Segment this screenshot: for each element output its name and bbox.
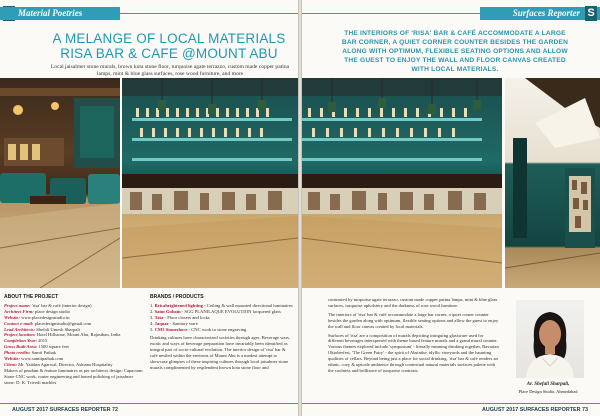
corner-counter-photo [505, 78, 600, 288]
about-value: 'risa' bar & café (interior design) [31, 302, 92, 308]
about-value: Hotel Hillstone, Mount Abu, Rajasthan, India [36, 332, 121, 338]
about-key: Client: [4, 361, 18, 367]
brand-number: 4. [150, 320, 154, 326]
about-key: Architect Firm: [4, 308, 34, 314]
body-paragraph-2: The interiors of 'risa' bar & café accommodate a large bar corner, a quiet corner counter besides the garden along with optimum, flexible seating options and allow the guest to enjoy the wall and floor canvas created by local materials. [328, 311, 499, 329]
brand-name: CM3 Stoneshoce [154, 326, 188, 332]
right-footer [302, 403, 600, 416]
about-list [4, 303, 144, 368]
bar-counter-photo-right [302, 78, 502, 288]
brand-number: 1. [150, 302, 154, 308]
architect-name: Ar. Shefali Sharpali, [526, 382, 570, 387]
architect-portrait [516, 300, 584, 378]
brand-description: - Ceiling & wall mounted directional luminaires [202, 302, 293, 308]
about-heading: ABOUT THE PROJECT [4, 294, 59, 300]
brands-and-body [150, 295, 294, 371]
lounge-seating-photo [0, 78, 120, 288]
brand-name: Bricabrightened lighting [154, 302, 203, 308]
brand-number: 5. [150, 326, 154, 332]
about-value: placedesignstudio@gmail.com [34, 320, 92, 326]
about-value: www.placedesignstudio.in [21, 314, 70, 320]
brand-name: Jaquar [154, 320, 169, 326]
magazine-label: Surfaces Reporter [480, 7, 600, 20]
brand-description: - SGG PLANILAQUE EVOLUTION lacquered glass [180, 308, 281, 314]
right-body [328, 297, 500, 374]
about-extra: Makers of pendant & feature luminaires as per architects design: Capacium Stone CNC work, router engineering and honed polishing of jaisalmer stone: D. K. Trivedi marbles [4, 367, 143, 385]
section-label: Material Poetries [0, 7, 120, 20]
about-value: Samit Pathak [31, 350, 56, 356]
about-key: Project location: [4, 332, 36, 338]
magazine-logo-icon-right: S [585, 6, 597, 21]
about-value: 2015 [38, 338, 48, 344]
brand-description: - CNC work to stone engraving [187, 326, 247, 332]
header-rule-right [302, 13, 480, 14]
folio-right: AUGUST 2017 SURFACES REPORTER 73 [481, 407, 588, 413]
brand-description: - Sanitary ware [168, 320, 198, 326]
body-paragraph-1: contrasted by turquoise agate terrazzo, custom made copper patina lamps, mint & blue glass surfaces, turquoise upholstery and the darkness of rose wood furniture. [328, 297, 498, 308]
brand-number: 2. [150, 308, 154, 314]
about-key: Gross Built Area: [4, 344, 38, 350]
article-subtitle: Local jaisalmer stone murals, brown kota stone floor, turquoise agate terrazzo, custom made copper patina lamps, mint & blue glass surfaces, rose wood furniture, and more [50, 64, 290, 77]
about-key: Contact e-mail: [4, 320, 34, 326]
article-title: A MELANGE OF LOCAL MATERIALS [52, 31, 286, 46]
header-rule [120, 13, 298, 14]
about-value: 1500 square feet [38, 344, 69, 350]
body-paragraph-3: Surfaces of 'risa' are a composition of murals depicting intriguing glassware used for different beverages interspersed with theme based feature murals and a grand mural counter. Various themes explored include 'symposium' - literally meaning drinking together, Bavarian Oktoberfest, 'The Green Fairy' - the spirit of Absinthe, idyllic vineyards and the haunting qualities of cellars. Beyond being just a place for social drinking, 'risa' bar & café renders an ethnic, cozy & upscale ambience through contextual natural materials surfaces palette with the coolness and brilliance of turquoise contrasts. [328, 332, 499, 373]
pull-quote: THE INTERIORS OF 'RISA' BAR & CAFÉ ACCOMMODATE A LARGE BAR CORNER, A QUIET CORNER COUNTER BESIDES THE GARDEN ALONG WITH OPTIMUM, FLEXIBLE SEATING OPTIONS AND ALLOW THE GUEST TO ENJOY THE WALL AND FLOOR CANVAS CREATED WITH LOCAL MATERIALS. [341, 30, 569, 73]
about-key: Lead Architects: [4, 326, 36, 332]
portrait-caption [506, 381, 590, 395]
about-key: Project name: [4, 302, 31, 308]
right-page [302, 0, 600, 416]
architect-firm: Place Design Studio, Ahmedabad [518, 389, 578, 394]
about-value: Mr. Yatidan Agarwal, Director, Ashiana Hospitality [18, 361, 113, 367]
about-key: Completion Year: [4, 338, 37, 344]
article-title-venue: RISA BAR & CAFE @MOUNT ABU [60, 46, 278, 61]
brand-item [150, 327, 294, 333]
about-value: Shefali Umesh Sharpali [36, 326, 80, 332]
about-value: www.samitpathak.com [21, 356, 64, 362]
about-key: Website: [4, 314, 20, 320]
brands-list [150, 303, 294, 333]
about-the-project [4, 295, 144, 386]
bar-counter-photo-left [122, 78, 298, 288]
left-footer [0, 403, 298, 416]
left-page [0, 0, 298, 416]
brand-description: - Floor closers and locks [163, 314, 210, 320]
folio-left: AUGUST 2017 SURFACES REPORTER 72 [12, 407, 119, 413]
body-paragraph: Drinking cultures have characterized societies through ages. Beverage wars, exotic and ways of beverage preparation have invariably been identified as integral part of socio-cultural evolution. The interior design of 'risa' bar & café nestled within the environs of Mount Abu is a modest attempt to showcase glimpses of these inspiring cultures through local jaisalmer stone murals complimented by resplendent brown kota stone floor and [150, 335, 291, 370]
about-key: Website: [4, 356, 20, 362]
about-key: Photo credits: [4, 350, 31, 356]
brands-heading: BRANDS / PRODUCTS [150, 294, 204, 300]
brand-name: Tata [154, 314, 164, 320]
brand-name: Saint Gobain [154, 308, 181, 314]
brand-number: 3. [150, 314, 154, 320]
about-value: place design studio [34, 308, 71, 314]
